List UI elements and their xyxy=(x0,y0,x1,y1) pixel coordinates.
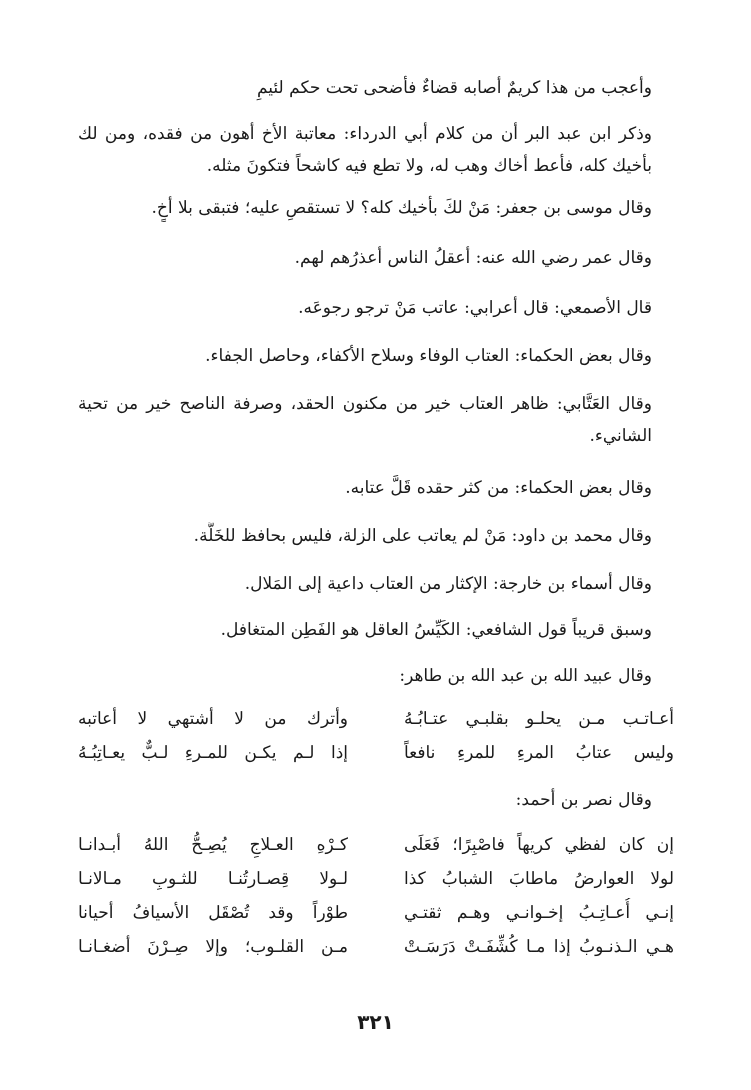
paragraph-umar: وقال عمر رضي الله عنه: أعقلُ الناس أعذرُهم لهم. xyxy=(294,248,652,268)
poem2-verse-4-first: هـي الـذنـوبُ إذا مـا كُشِّفَـتْ دَرَسَـتْ xyxy=(404,937,674,957)
paragraph-abd-al-barr: وذكر ابن عبد البر أن من كلام أبي الدرداء: معاتبة الأخ أهون من فقده، ومن لك بأخيك كله، فأعط أخاك وهب له، ولا تطع فيه كاشحاً فتكونَ مثله. xyxy=(78,124,652,176)
poem2-verse-4 xyxy=(78,932,674,962)
paragraph-musa-bin-jafar: وقال موسى بن جعفر: مَنْ لكَ بأخيك كله؟ لا تستقصِ عليه؛ فتبقى بلا أخٍ. xyxy=(151,198,652,218)
paragraph-attabi: وقال العَتَّابي: ظاهر العتاب خير من مكنون الحقد، وصرفة الناصح خير من تحية الشانيء. xyxy=(78,394,652,446)
paragraph-hukama-2: وقال بعض الحكماء: من كثر حقده قَلَّ عتابه. xyxy=(345,478,652,498)
poem1-verse-1-first: أعـاتـب مـن يحلـو بقلبـي عتـابُـهُ xyxy=(404,709,674,729)
poem2-verse-4-second: مـن القلـوب؛ وإلا صِـرْنَ أضغـانـا xyxy=(78,937,348,957)
poem2-verse-3 xyxy=(78,898,674,928)
paragraph-asma-bin-kharija: وقال أسماء بن خارجة: الإكثار من العتاب داعية إلى المَلال. xyxy=(244,574,652,594)
document-page xyxy=(78,56,674,1056)
page-number: ٣٢١ xyxy=(357,1010,394,1034)
poem2-verse-1-second: كـرْهِ العـلاجِ يُصِـحُّ اللهُ أبـدانـا xyxy=(78,835,348,855)
poem-intro-nasr: وقال نصر بن أحمد: xyxy=(515,790,652,810)
poem2-verse-3-first: إنـي أُعـاتِـبُ إخـوانـي وهـم ثقتـي xyxy=(404,903,674,923)
poem1-verse-2-second: إذا لـم يكـن للمـرءِ لـبٌّ يعـاتِبُـهُ xyxy=(78,743,348,763)
paragraph-shafii: وسبق قريباً قول الشافعي: الكَيِّسُ العاقل هو الفَطِن المتغافل. xyxy=(220,620,652,640)
poem1-verse-1-second: وأترك من لا أشتهي لا أعاتبه xyxy=(78,709,348,729)
poem2-verse-1-first: إن كان لفظي كريهاً فاصْبِرًا؛ فَعَلَى xyxy=(404,835,674,855)
poem2-verse-2-second: لـولا قِصـارتُنـا للثـوبِ مـالانـا xyxy=(78,869,348,889)
poem1-verse-1 xyxy=(78,704,674,734)
paragraph-hukama-1: وقال بعض الحكماء: العتاب الوفاء وسلاح الأكفاء، وحاصل الجفاء. xyxy=(205,346,652,366)
paragraph-muhammad-bin-dawud: وقال محمد بن داود: مَنْ لم يعاتب على الزلة، فليس بحافظ للخَلَّة. xyxy=(193,526,652,546)
paragraph-asmai: قال الأصمعي: قال أعرابي: عاتب مَنْ ترجو رجوعَه. xyxy=(298,298,652,318)
text-line-1: وأعجب من هذا كريمٌ أصابه قضاءٌ فأضحى تحت حكم لئيمِ xyxy=(256,78,652,98)
poem1-verse-2-first: وليس عتابُ المرءِ للمرءِ نافعاً xyxy=(404,743,674,763)
poem-intro-ubaydullah: وقال عبيد الله بن عبد الله بن طاهر: xyxy=(399,666,652,686)
poem1-verse-2 xyxy=(78,738,674,768)
poem2-verse-3-second: طوْراً وقد تُصْقَل الأسيافُ أحيانا xyxy=(78,903,348,923)
poem2-verse-2-first: لولا العوارضُ ماطابَ الشبابُ كذا xyxy=(404,869,674,889)
poem2-verse-2 xyxy=(78,864,674,894)
poem2-verse-1 xyxy=(78,830,674,860)
